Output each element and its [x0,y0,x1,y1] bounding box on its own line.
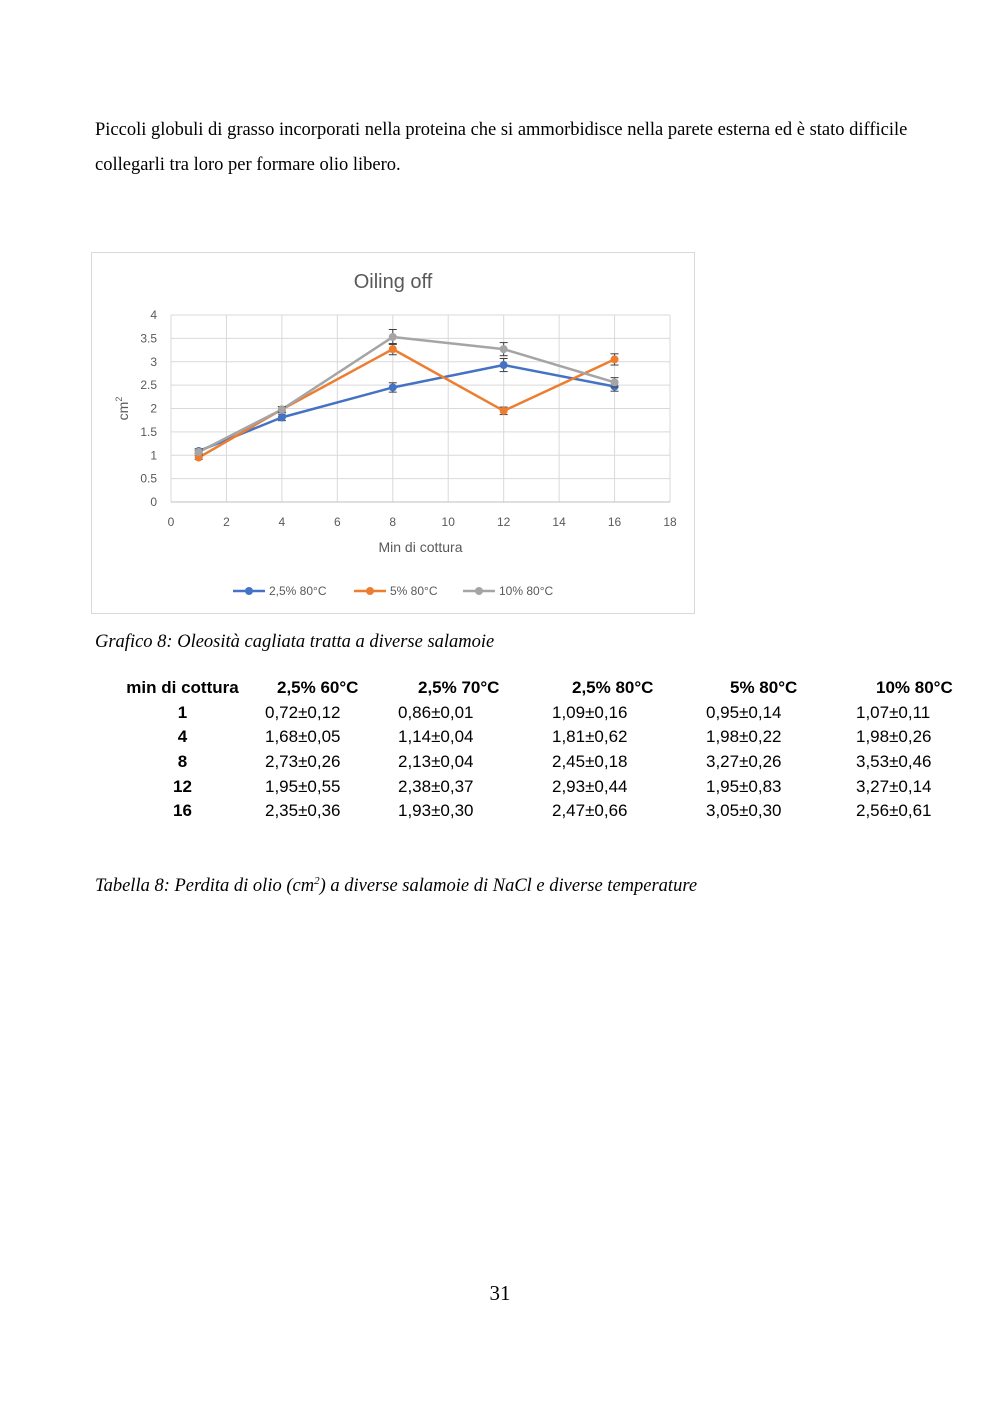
data-point [611,355,619,363]
table-caption-text-end: ) a diverse salamoie di NaCl e diverse temperature [319,876,698,897]
table-cell: 2,35±0,36 [265,801,341,821]
table-cell: 2,45±0,18 [552,752,628,772]
table-cell: 1,95±0,83 [706,776,782,796]
table-cell: 1 [177,702,188,722]
y-tick-label: 0.5 [140,471,157,486]
table-header-cell: 2,5% 60°C [277,678,359,698]
table-cell: 2,93±0,44 [552,776,628,796]
table-cell: 1,93±0,30 [398,801,474,821]
data-point [389,345,397,353]
table-row [100,725,986,750]
table-cell: 1,68±0,05 [265,727,341,747]
x-tick-label: 8 [389,515,397,529]
y-axis-label-sup: 2 [114,396,124,402]
x-tick-label: 12 [496,515,511,529]
table-cell: 3,27±0,14 [856,776,932,796]
body-paragraph: Piccoli globuli di grasso incorporati nella proteina che si ammorbidisce nella parete esterna ed è stato difficile collegarli tra loro per formare olio libero. [95,120,908,175]
x-tick-label: 0 [167,515,175,529]
data-table [100,676,986,824]
table-cell: 1,14±0,04 [398,727,474,747]
data-point [278,405,286,413]
table-cell: 0,95±0,14 [706,702,782,722]
table-cell: 1,98±0,26 [856,727,932,747]
legend-marker [245,587,253,595]
table-cell: 1,98±0,22 [706,727,782,747]
x-tick-label: 10 [441,515,455,529]
y-tick-label: 4 [150,308,157,322]
chart-svg [92,253,696,615]
table-cell: 3,53±0,46 [856,752,932,772]
table-row [100,750,986,775]
table-cell: 0,72±0,12 [265,702,341,722]
table-cell: 2,56±0,61 [856,801,932,821]
y-axis-label [114,397,131,421]
table-cell: 2,47±0,66 [552,801,628,821]
table-header-cell: 10% 80°C [876,678,953,698]
table-header-cell: 5% 80°C [730,678,798,698]
y-tick-label: 3.5 [140,331,157,346]
table-cell: 1,09±0,16 [552,702,628,722]
table-header-cell: 2,5% 80°C [572,678,654,698]
table-cell: 4 [177,727,188,747]
table-row [100,799,986,824]
table-cell: 3,27±0,26 [706,752,782,772]
legend-label: 10% 80°C [499,584,554,598]
table-cell: 2,13±0,04 [398,752,474,772]
table-header-cell: 2,5% 70°C [418,678,500,698]
table-cell: 1,95±0,55 [265,776,341,796]
x-tick-label: 2 [223,515,230,529]
x-tick-label: 6 [333,515,341,529]
table-row [100,701,986,726]
table-cell: 12 [173,776,192,796]
x-axis-label: Min di cottura [378,539,463,555]
data-point [500,361,508,369]
legend-marker [475,587,483,595]
table-header-cell: min di cottura [126,678,239,698]
table-cell: 16 [173,801,192,821]
x-tick-label: 14 [552,515,566,529]
data-point [611,378,619,386]
chart-title: Oiling off [353,271,433,293]
data-point [389,383,397,391]
legend-label: 5% 80°C [390,584,438,598]
table-caption [95,875,697,897]
y-tick-label: 0 [150,495,157,509]
page-number: 31 [489,1281,511,1305]
table-row [100,774,986,799]
table-cell: 1,81±0,62 [552,727,628,747]
data-point [500,407,508,415]
table-caption-sup: 2 [314,875,320,887]
y-axis-label-text: cm [115,401,131,421]
y-tick-label: 2 [150,401,157,416]
table-header-row [100,676,986,701]
data-point [500,345,508,353]
series-line [199,349,615,457]
table-caption-text: Tabella 8: Perdita di olio (cm [95,876,315,897]
table-cell: 8 [177,752,188,772]
chart-caption: Grafico 8: Oleosità cagliata tratta a diverse salamoie [95,632,495,652]
table-cell: 1,07±0,11 [856,702,931,722]
data-point [278,413,286,421]
table-cell: 2,73±0,26 [265,752,341,772]
chart-oiling-off [91,252,695,614]
table-cell: 3,05±0,30 [706,801,782,821]
y-tick-label: 1.5 [140,424,157,439]
data-point [389,333,397,341]
legend-label: 2,5% 80°C [269,584,327,598]
series-line [199,337,615,452]
y-tick-label: 2.5 [140,378,157,393]
table-cell: 2,38±0,37 [398,776,474,796]
data-point [195,448,203,456]
y-tick-label: 3 [150,354,157,369]
table-cell: 0,86±0,01 [398,702,474,722]
legend-marker [366,587,374,595]
y-tick-label: 1 [150,448,157,463]
x-tick-label: 4 [278,515,286,529]
x-tick-label: 18 [663,515,677,529]
x-tick-label: 16 [607,515,622,529]
